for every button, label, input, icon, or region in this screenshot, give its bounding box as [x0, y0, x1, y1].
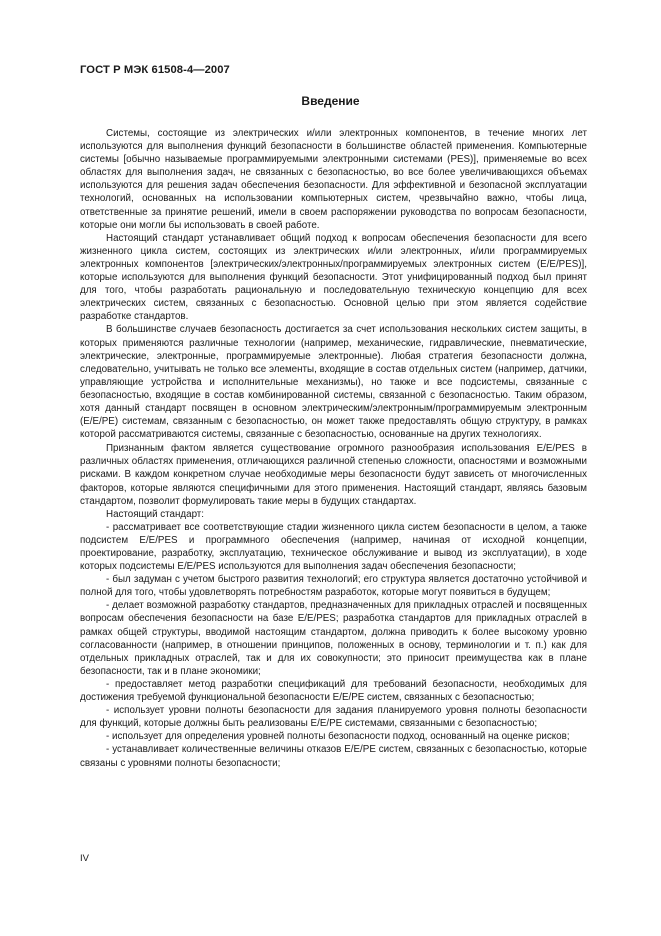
paragraph: В большинстве случаев безопасность достигается за счет использования нескольких систем защиты, в которых применяются различные технологии (например, механические, гидравлические, пневматические, электрические, электронные, программируемые электронные). Любая стратегия безопасности должна, следовательно, учитывать не только все элементы, входящие в состав отдельных систем (например, датчики, управляющие устройства и исполнительные механизмы), но также и все подсистемы, связанные с безопасностью, входящие в состав комбинированной системы, связанной с безопасностью. Таким образом, хотя данный стандарт посвящен в основном электрическим/электронным/программируемым электронным (E/E/PE) системам, связанным с безопасностью, он может также предоставлять общую структуру, в рамках которой рассматриваются системы, связанные с безопасностью, основанные на других технологиях.	[80, 324, 587, 441]
paragraph: Настоящий стандарт:	[106, 508, 205, 520]
list-item: - устанавливает количественные величины отказов E/E/PE систем, связанных с безопасностью, которые связаны с уровнями полноты безопасности;	[80, 744, 587, 769]
list-item: - был задуман с учетом быстрого развития технологий; его структура является достаточно устойчивой и полной для того, чтобы удовлетворять потребностям разработок, которые могут появиться в будущем;	[80, 574, 587, 599]
list-item: - рассматривает все соответствующие стадии жизненного цикла систем безопасности в целом, а также подсистем E/E/PES и программного обеспечения (например, начиная от исходной концепции, проектирование, разработку, эксплуатацию, техническое обслуживание и вывод из эксплуатации), в ходе которых подсистемы E/E/PES используются для выполнения задач обеспечения безопасности;	[80, 521, 587, 573]
paragraph: Настоящий стандарт устанавливает общий подход к вопросам обеспечения безопасности для всего жизненного цикла систем, состоящих из электрических и/или электронных, и/или программируемых электронных компонентов [электрических/электронных/программируемых электронных систем (E/E/PES)], которые используются для выполнения функций безопасности. Этот унифицированный подход был принят для того, чтобы разработать рациональную и последовательную техническую концепцию для всех электрических систем, связанных с безопасностью. Основной целью при этом является содействие разработке стандартов.	[80, 232, 587, 323]
paragraph: Признанным фактом является существование огромного разнообразия использования E/E/PES в различных областях применения, отличающихся различной степенью сложности, опасностями и возможными рисками. В каждом конкретном случае необходимые меры безопасности будут зависеть от многочисленных факторов, которые являются специфичными для этого применения. Настоящий стандарт, являясь базовым стандартом, позволит формулировать такие меры в будущих стандартах.	[80, 443, 587, 507]
body-text	[80, 127, 587, 770]
list-item: - использует для определения уровней полноты безопасности подход, основанный на оценке рисков;	[106, 731, 570, 743]
paragraph: Системы, состоящие из электрических и/или электронных компонентов, в течение многих лет используются для выполнения функций безопасности в большинстве областей применения. Компьютерные системы [обычно называемые программируемыми электронными системами (PES)], применяемые во всех областях для выполнения задач, не связанных с безопасностью, во все более увеличивающихся объемах используются для решения задач обеспечения безопасности. Для эффективной и безопасной эксплуатации технологий, основанных на использовании компьютерных систем, чрезвычайно важно, чтобы лица, ответственные за принятие решений, имели в своем распоряжении руководства по вопросам безопасности, которые они могли бы использовать в своей работе.	[80, 128, 587, 231]
document-header: ГОСТ Р МЭК 61508-4—2007	[80, 64, 230, 76]
page-number: IV	[80, 853, 89, 864]
list-item: - использует уровни полноты безопасности для задания планируемого уровня полноты безопасности для функций, которые должны быть реализованы E/E/PE системами, связанными с безопасностью;	[80, 705, 587, 730]
section-title: Введение	[301, 94, 360, 108]
list-item: - предоставляет метод разработки спецификаций для требований безопасности, необходимых для достижения требуемой функциональной безопасности E/E/PE систем, связанных с безопасностью;	[80, 678, 587, 704]
list-item: - делает возможной разработку стандартов, предназначенных для прикладных отраслей и посвященных вопросам обеспечения безопасности на базе E/E/PES; разработка стандартов для прикладных отраслей в рамках общей структуры, вводимой настоящим стандартом, должна приводить к более высокому уровню согласованности (например, в отношении принципов, положенных в основу, терминологии и т. п.) как для отдельных прикладных отраслей, так и для их совокупности; это приносит преимущества как в плане безопасности, так и в плане экономики;	[80, 600, 587, 677]
